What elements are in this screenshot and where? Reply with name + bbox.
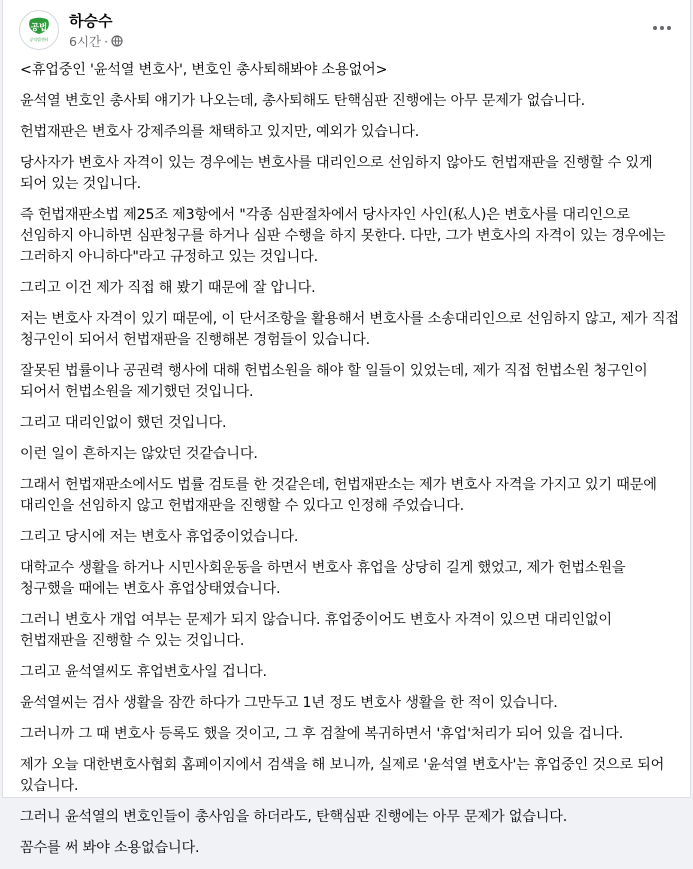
post-paragraph: 그러니 변호사 개업 여부는 문제가 되지 않습니다. 휴업중이어도 변호사 자격이 있으면 대리인없이 헌법재판을 진행할 수 있는 것입니다. bbox=[20, 612, 612, 649]
post-paragraph: 그러니 윤석열의 변호인들이 총사임을 하더라도, 탄핵심판 진행에는 아무 문제가 없습니다. bbox=[20, 809, 568, 825]
post-paragraph: 그리고 이건 제가 직접 해 봤기 때문에 잘 압니다. bbox=[20, 280, 316, 296]
post-body bbox=[20, 60, 680, 869]
globe-icon bbox=[111, 35, 123, 47]
post-meta bbox=[69, 32, 123, 50]
avatar-caption: 공익법센터 bbox=[29, 37, 49, 42]
avatar[interactable] bbox=[19, 10, 59, 50]
post-paragraph: 그리고 당시에 저는 변호사 휴업중이었습니다. bbox=[20, 529, 299, 545]
post-paragraph: 당사자가 변호사 자격이 있는 경우에는 변호사를 대리인으로 선임하지 않아도 헌법재판을 진행할 수 있게 되어 있는 것입니다. bbox=[20, 155, 653, 192]
post-header bbox=[3, 0, 690, 55]
post-paragraph: 그러니까 그 때 변호사 등록도 했을 것이고, 그 후 검찰에 복귀하면서 '휴업'처리가 되어 있을 겁니다. bbox=[20, 726, 624, 742]
post-paragraph: 제가 오늘 대한변호사협회 홈페이지에서 검색을 해 보니까, 실제로 '윤석열 변호사'는 휴업중인 것으로 되어 있습니다. bbox=[20, 757, 665, 794]
post-paragraph: 꼼수를 써 봐야 소용없습니다. bbox=[20, 840, 200, 856]
post-paragraph: 그리고 대리인없이 했던 것입니다. bbox=[20, 415, 227, 431]
post-paragraph: 저는 변호사 자격이 있기 때문에, 이 단서조항을 활용해서 변호사를 소송대리인으로 선임하지 않고, 제가 직접 청구인이 되어서 헌법재판을 진행해본 경험들이 있습니다. bbox=[20, 311, 679, 348]
more-options-icon bbox=[653, 26, 657, 30]
post-card bbox=[2, 0, 691, 856]
post-paragraph: 그래서 헌법재판소에서도 법률 검토를 한 것같은데, 헌법재판소는 제가 변호사 자격을 가지고 있기 때문에 대리인을 선임하지 않고 헌법재판을 진행할 수 있다고 인정해 주었습니다. bbox=[20, 477, 657, 514]
more-options-button[interactable] bbox=[648, 14, 676, 42]
post-paragraph: 윤석열 변호인 총사퇴 얘기가 나오는데, 총사퇴해도 탄핵심판 진행에는 아무 문제가 없습니다. bbox=[20, 93, 585, 109]
post-paragraph: <휴업중인 '윤석열 변호사', 변호인 총사퇴해봐야 소용없어> bbox=[20, 62, 388, 78]
post-paragraph: 헌법재판은 변호사 강제주의를 채택하고 있지만, 예외가 있습니다. bbox=[20, 124, 420, 140]
organization-logo-icon bbox=[20, 11, 58, 49]
post-paragraph: 이런 일이 흔하지는 않았던 것같습니다. bbox=[20, 446, 258, 462]
meta-separator: · bbox=[104, 33, 109, 49]
post-paragraph: 대학교수 생활을 하거나 시민사회운동을 하면서 변호사 휴업을 상당히 길게 했었고, 제가 헌법소원을 청구했을 때에는 변호사 휴업상태였습니다. bbox=[20, 560, 626, 597]
post-paragraph: 윤석열씨는 검사 생활을 잠깐 하다가 그만두고 1년 정도 변호사 생활을 한 적이 있습니다. bbox=[20, 695, 558, 711]
post-paragraph: 즉 헌법재판소법 제25조 제3항에서 "각종 심판절차에서 당사자인 사인(私人)은 변호사를 대리인으로 선임하지 아니하면 심판청구를 하거나 심판 수행을 하지 못한다. 다만, 그가 변호사의 자격이 있는 경우에는 그러하지 아니하다"라고 규정하고 있는 것입니다. bbox=[20, 207, 666, 265]
avatar-logo-text: 공법 bbox=[30, 23, 48, 33]
post-paragraph: 그리고 윤석열씨도 휴업변호사일 겁니다. bbox=[20, 664, 267, 680]
post-paragraph: 잘못된 법률이나 공권력 행사에 대해 헌법소원을 해야 할 일들이 있었는데, 제가 직접 헌법소원 청구인이 되어서 헌법소원을 제기했던 것입니다. bbox=[20, 363, 648, 400]
author-name[interactable]: 하승수 bbox=[69, 12, 113, 30]
post-time[interactable]: 6시간 bbox=[69, 34, 102, 49]
